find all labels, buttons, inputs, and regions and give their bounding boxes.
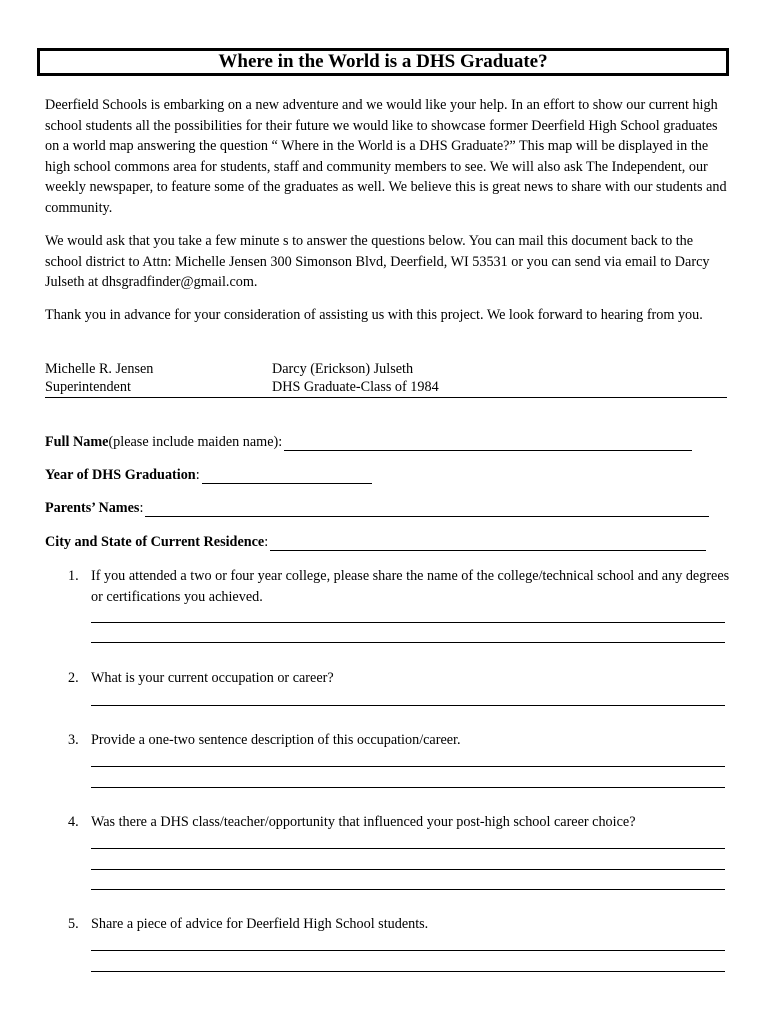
year-label: Year of DHS Graduation <box>45 467 196 483</box>
full-name-label: Full Name <box>45 434 109 450</box>
year-input-line[interactable] <box>202 470 372 484</box>
divider <box>45 397 727 398</box>
answer-line[interactable] <box>91 950 725 951</box>
title-text: Where in the World is a DHS Graduate? <box>218 51 548 72</box>
answer-line[interactable] <box>91 622 725 623</box>
residence-input-line[interactable] <box>270 537 706 551</box>
answer-line[interactable] <box>91 787 725 788</box>
parents-label: Parents’ Names <box>45 500 140 516</box>
question-number: 4. <box>68 814 79 830</box>
intro-paragraph-1: Deerfield Schools is embarking on a new adventure and we would like your help. In an effort to show our current high school students all the possibilities for their future we would like to showcase former Deerfield High School graduates on a world map answering the question “ Where in the World is a DHS Graduate?” This map will be displayed in the high school commons area for students, staff and community members to see. We will also ask The Independent, our weekly newspaper, to feature some of the graduates as well. We believe this is great news to share with our students and community. <box>45 97 727 216</box>
parents-input-line[interactable] <box>145 503 709 517</box>
signature-title: DHS Graduate-Class of 1984 <box>272 379 439 395</box>
full-name-field[interactable] <box>45 433 692 451</box>
full-name-input-line[interactable] <box>284 437 692 451</box>
signature-name: Michelle R. Jensen <box>45 361 154 377</box>
question-text: What is your current occupation or career? <box>91 670 334 686</box>
signature-superintendent <box>45 360 153 396</box>
residence-field[interactable]: City and State of Current Residence : <box>45 533 706 551</box>
page-title <box>37 48 729 76</box>
question-text: Share a piece of advice for Deerfield High School students. <box>91 916 429 932</box>
question-text: If you attended a two or four year college, please share the name of the college/technical school and any degrees or certifications you achieved. <box>91 568 730 605</box>
answer-line[interactable] <box>91 642 725 643</box>
question-text: Was there a DHS class/teacher/opportunity that influenced your post-high school career choice? <box>91 814 636 830</box>
answer-line[interactable] <box>91 705 725 706</box>
question-number: 5. <box>68 916 79 932</box>
parents-names-field[interactable]: Parents’ Names : <box>45 499 709 517</box>
full-name-hint: (please include maiden name): <box>108 434 283 450</box>
intro-paragraph-3: Thank you in advance for your consideration of assisting us with this project. We look forward to hearing from you. <box>45 307 703 323</box>
signature-graduate <box>272 360 439 396</box>
signature-name: Darcy (Erickson) Julseth <box>272 361 414 377</box>
answer-line[interactable] <box>91 971 725 972</box>
answer-line[interactable] <box>91 869 725 870</box>
question-number: 1. <box>68 568 79 584</box>
answer-line[interactable] <box>91 766 725 767</box>
residence-label: City and State of Current Residence <box>45 534 265 550</box>
answer-line[interactable] <box>91 889 725 890</box>
signature-title: Superintendent <box>45 379 131 395</box>
year-of-graduation-field[interactable]: Year of DHS Graduation : <box>45 466 372 484</box>
question-number: 3. <box>68 732 79 748</box>
question-number: 2. <box>68 670 79 686</box>
intro-paragraph-2: We would ask that you take a few minute s to answer the questions below. You can mail this document back to the school district to Attn: Michelle Jensen 300 Simonson Blvd, Deerfield, WI 53531 or you can send via email to Darcy Julseth at dhsgradfinder@gmail.com. <box>45 233 710 291</box>
answer-line[interactable] <box>91 848 725 849</box>
question-text: Provide a one-two sentence description of this occupation/career. <box>91 732 461 748</box>
